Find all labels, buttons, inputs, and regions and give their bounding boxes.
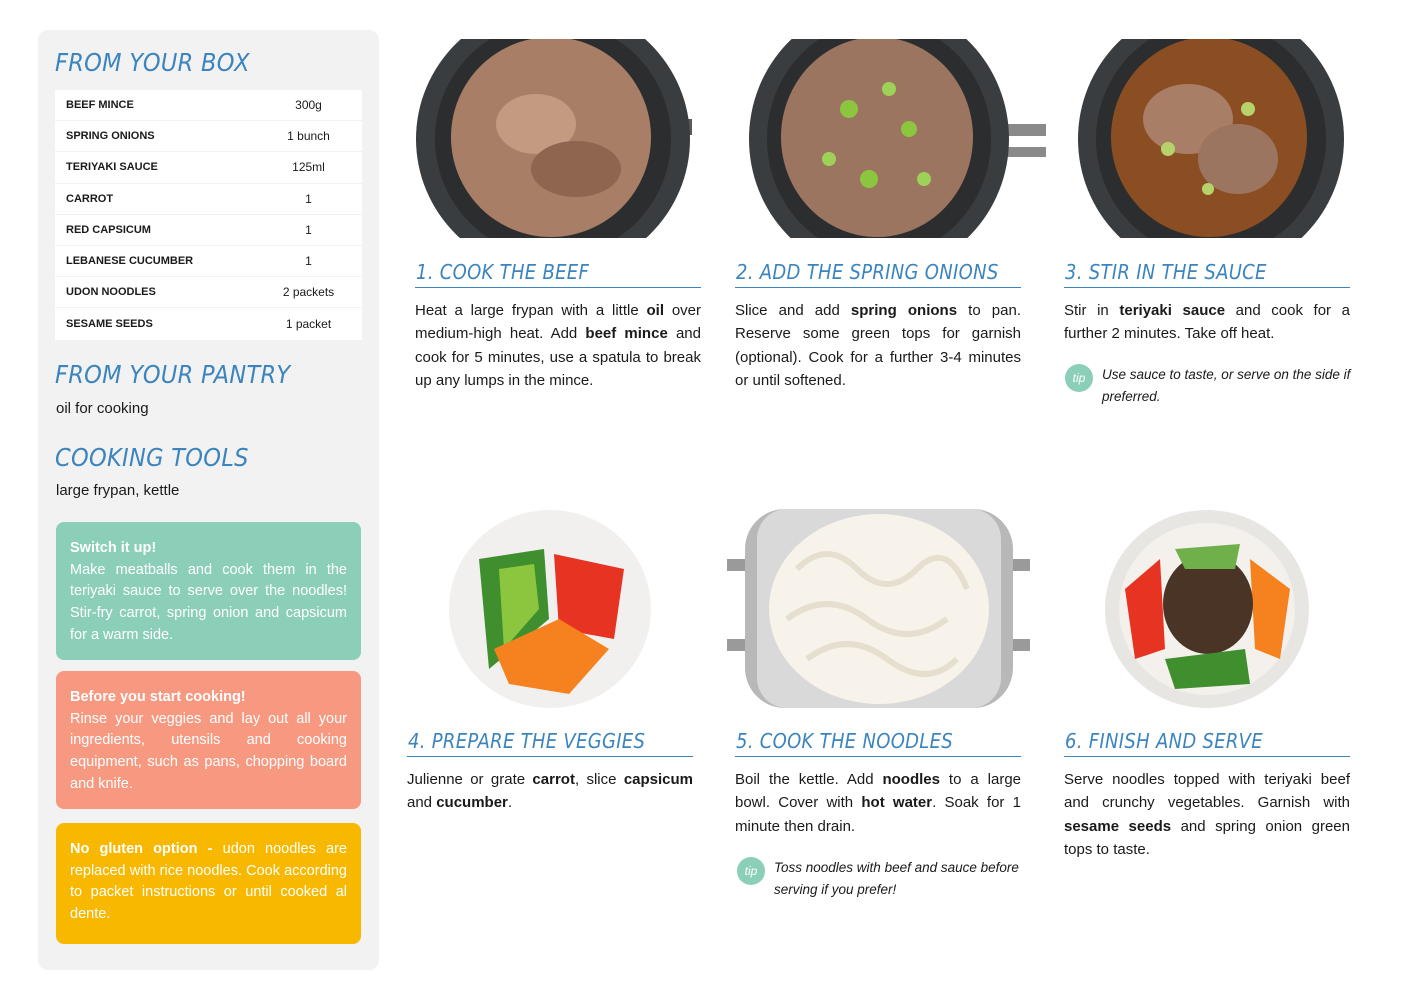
bold-ingredient: hot water xyxy=(861,794,933,812)
photo-noodles xyxy=(727,509,1030,708)
step-3-tip xyxy=(1065,364,1351,407)
ingredient-name: BEEF MINCE xyxy=(66,99,134,112)
from-your-box-heading: FROM YOUR BOX xyxy=(55,48,250,77)
step-text-run: Slice and add xyxy=(735,302,851,319)
ingredient-name: CARROT xyxy=(66,192,114,205)
tip-text: Use sauce to taste, or serve on the side if preferred. xyxy=(1102,367,1351,404)
step-text-run: Serve noodles topped with teriyaki beef and crunchy vegetables. Garnish with xyxy=(1064,771,1350,812)
tip-icon: tip xyxy=(1065,364,1093,392)
step-text-run: . Soak for 1 minute then drain. xyxy=(735,794,1021,835)
ingredient-name: UDON NOODLES xyxy=(66,286,156,299)
cooking-tools-text: large frypan, kettle xyxy=(56,482,180,499)
ingredient-name: TERIYAKI SAUCE xyxy=(66,161,158,174)
step-text-run: Boil the kettle. Add xyxy=(735,771,883,788)
ingredient-qty: 2 packets xyxy=(282,285,335,300)
note-text: udon noodles are replaced with rice noodles. Cook according to packet instructions or until cooked al dente. xyxy=(70,841,347,923)
photo-stir-sauce xyxy=(1078,39,1354,238)
step-3-body xyxy=(1064,299,1350,346)
note-title: Before you start cooking! xyxy=(70,689,246,705)
step-6-title: 6. FINISH AND SERVE xyxy=(1064,729,1350,757)
table-row xyxy=(55,152,362,183)
note-text: Rinse your veggies and lay out all your ingredients, utensils and cooking equipment, such as pans, chopping board and knife. xyxy=(70,710,347,792)
step-text-run: and spring onion green tops to taste. xyxy=(1064,817,1350,858)
step-text-run: Stir in xyxy=(1064,302,1120,319)
bold-ingredient: sesame seeds xyxy=(1064,817,1172,835)
photo-veggies xyxy=(449,509,652,708)
step-text-run: to a large bowl. Cover with xyxy=(735,771,1021,812)
step-1-title: 1. COOK THE BEEF xyxy=(415,260,701,288)
table-row xyxy=(55,246,362,277)
ingredient-name: LEBANESE CUCUMBER xyxy=(66,255,194,268)
ingredient-name: SPRING ONIONS xyxy=(66,130,155,143)
step-text-run: to pan. Reserve some green tops for garnish (optional). Cook for a further 3-4 minutes or until softened. xyxy=(735,302,1021,389)
bold-ingredient: oil xyxy=(646,302,664,319)
step-4-title: 4. PREPARE THE VEGGIES xyxy=(407,729,693,757)
bold-ingredient: cucumber xyxy=(436,794,508,812)
step-text-run: , slice xyxy=(574,771,624,788)
photo-finish-serve xyxy=(1105,509,1310,708)
ingredient-qty: 125ml xyxy=(292,160,325,175)
ingredient-name: RED CAPSICUM xyxy=(66,223,151,236)
bold-ingredient: beef mince xyxy=(585,325,668,343)
step-6-body xyxy=(1064,768,1350,861)
step-5-title: 5. COOK THE NOODLES xyxy=(735,729,1021,757)
pantry-text: oil for cooking xyxy=(56,400,149,417)
table-row xyxy=(55,90,362,121)
step-2-title: 2. ADD THE SPRING ONIONS xyxy=(735,260,1021,288)
photo-cook-beef xyxy=(416,39,692,238)
before-you-start-note xyxy=(56,671,361,809)
step-text-run: Heat a large frypan with a little xyxy=(415,302,647,319)
table-row xyxy=(55,121,362,152)
ingredient-qty: 300g xyxy=(295,98,322,113)
step-text-run: and xyxy=(407,794,437,812)
tip-icon: tip xyxy=(737,857,765,885)
step-4-body xyxy=(407,768,693,815)
table-row xyxy=(55,277,362,308)
switch-it-up-note xyxy=(56,522,361,660)
sidebar-panel xyxy=(38,30,379,970)
table-row xyxy=(55,308,362,339)
step-text-run: over medium-high heat. Add xyxy=(415,302,701,343)
ingredient-qty: 1 xyxy=(305,254,312,269)
step-2-body xyxy=(735,299,1021,392)
table-row xyxy=(55,184,362,215)
bold-ingredient: carrot xyxy=(532,771,575,788)
ingredients-table xyxy=(55,90,362,340)
step-1-body xyxy=(415,299,701,392)
step-5-body xyxy=(735,768,1021,838)
ingredient-qty: 1 bunch xyxy=(287,129,330,144)
bold-ingredient: teriyaki sauce xyxy=(1119,302,1226,319)
table-row xyxy=(55,215,362,246)
step-3-title: 3. STIR IN THE SAUCE xyxy=(1064,260,1350,288)
ingredient-qty: 1 xyxy=(305,191,312,206)
bold-ingredient: capsicum xyxy=(623,771,694,788)
tip-text: Toss noodles with beef and sauce before serving if you prefer! xyxy=(774,860,1019,897)
step-text-run: and cook for 5 minutes, use a spatula to break up any lumps in the mince. xyxy=(415,325,701,389)
bold-ingredient: noodles xyxy=(882,771,940,788)
step-5-tip xyxy=(737,857,1023,900)
no-gluten-note xyxy=(56,823,361,944)
ingredient-qty: 1 xyxy=(305,222,312,237)
from-your-pantry-heading: FROM YOUR PANTRY xyxy=(55,360,291,389)
note-title: No gluten option - xyxy=(70,841,213,857)
step-text-run: Julienne or grate xyxy=(407,771,533,788)
step-text-run: . xyxy=(507,794,513,812)
bold-ingredient: spring onions xyxy=(850,302,958,319)
note-title: Switch it up! xyxy=(70,540,157,556)
step-text-run: and cook for a further 2 minutes. Take off heat. xyxy=(1064,302,1350,343)
ingredient-name: SESAME SEEDS xyxy=(66,317,153,330)
note-text: Make meatballs and cook them in the teriyaki sauce to serve over the noodles! Stir-fry carrot, spring onion and capsicum for a warm side. xyxy=(70,561,347,643)
ingredient-qty: 1 packet xyxy=(285,316,332,331)
photo-spring-onions xyxy=(749,39,1046,238)
cooking-tools-heading: COOKING TOOLS xyxy=(55,443,249,472)
